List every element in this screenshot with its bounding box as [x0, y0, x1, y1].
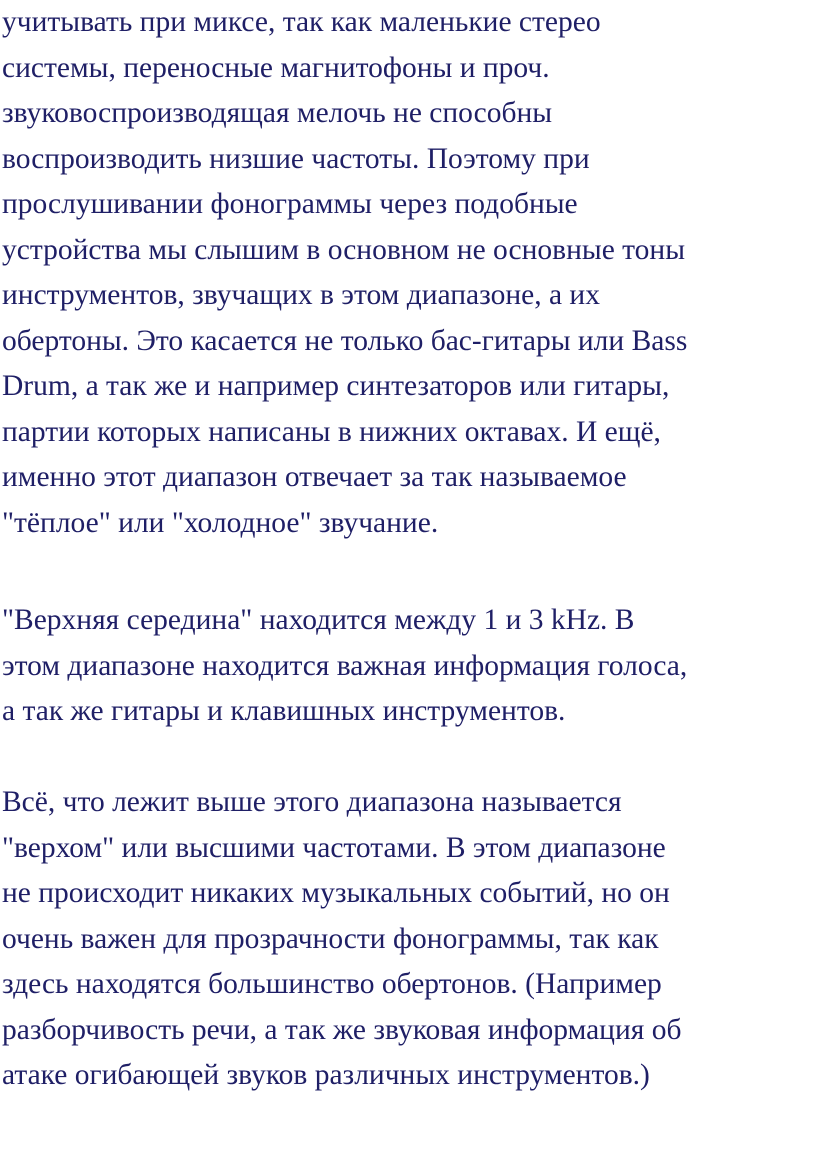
text-line: Drum, а так же и например синтезаторов или гитары,	[2, 370, 670, 402]
text-line: воспроизводить низшие частоты. Поэтому при	[2, 142, 590, 175]
text-line: устройства мы слышим в основном не основные тоны	[2, 233, 686, 266]
text-line: "верхом" или высшими частотами. В этом диапазоне	[2, 831, 666, 864]
paragraph-low-frequencies	[2, 0, 687, 546]
text-line: учитывать при миксе, так как маленькие стерео	[2, 6, 601, 38]
text-line: инструментов, звучащих в этом диапазоне, а их	[2, 279, 600, 311]
text-line: именно этот диапазон отвечает за так называемое	[2, 461, 627, 493]
text-line: не происходит никаких музыкальных событий, но он	[2, 877, 670, 909]
text-line: звуковоспроизводящая мелочь не способны	[2, 97, 553, 129]
text-line: прослушивании фонограммы через подобные	[2, 188, 578, 220]
text-line: атаке огибающей звуков различных инструментов.)	[2, 1059, 650, 1091]
text-line: "тёплое" или "холодное" звучание.	[2, 506, 439, 539]
text-line: а так же гитары и клавишных инструментов.	[2, 695, 566, 727]
text-line: разборчивость речи, а так же звуковая информация об	[2, 1013, 682, 1046]
text-line: очень важен для прозрачности фонограммы, так как	[2, 922, 659, 955]
text-line: обертоны. Это касается не только бас-гитары или Bass	[2, 324, 688, 357]
text-line: Всё, что лежит выше этого диапазона называется	[2, 786, 622, 818]
text-line: "Верхняя середина" находится между 1 и 3 kHz. В	[2, 604, 635, 636]
text-line: системы, переносные магнитофоны и проч.	[2, 51, 550, 84]
paragraph-upper-mid	[2, 598, 687, 735]
paragraph-high-frequencies	[2, 780, 681, 1099]
text-line: здесь находятся большинство обертонов. (Например	[2, 968, 662, 1000]
text-line: этом диапазоне находится важная информация голоса,	[2, 649, 688, 682]
text-line: партии которых написаны в нижних октавах. И ещё,	[2, 415, 661, 448]
